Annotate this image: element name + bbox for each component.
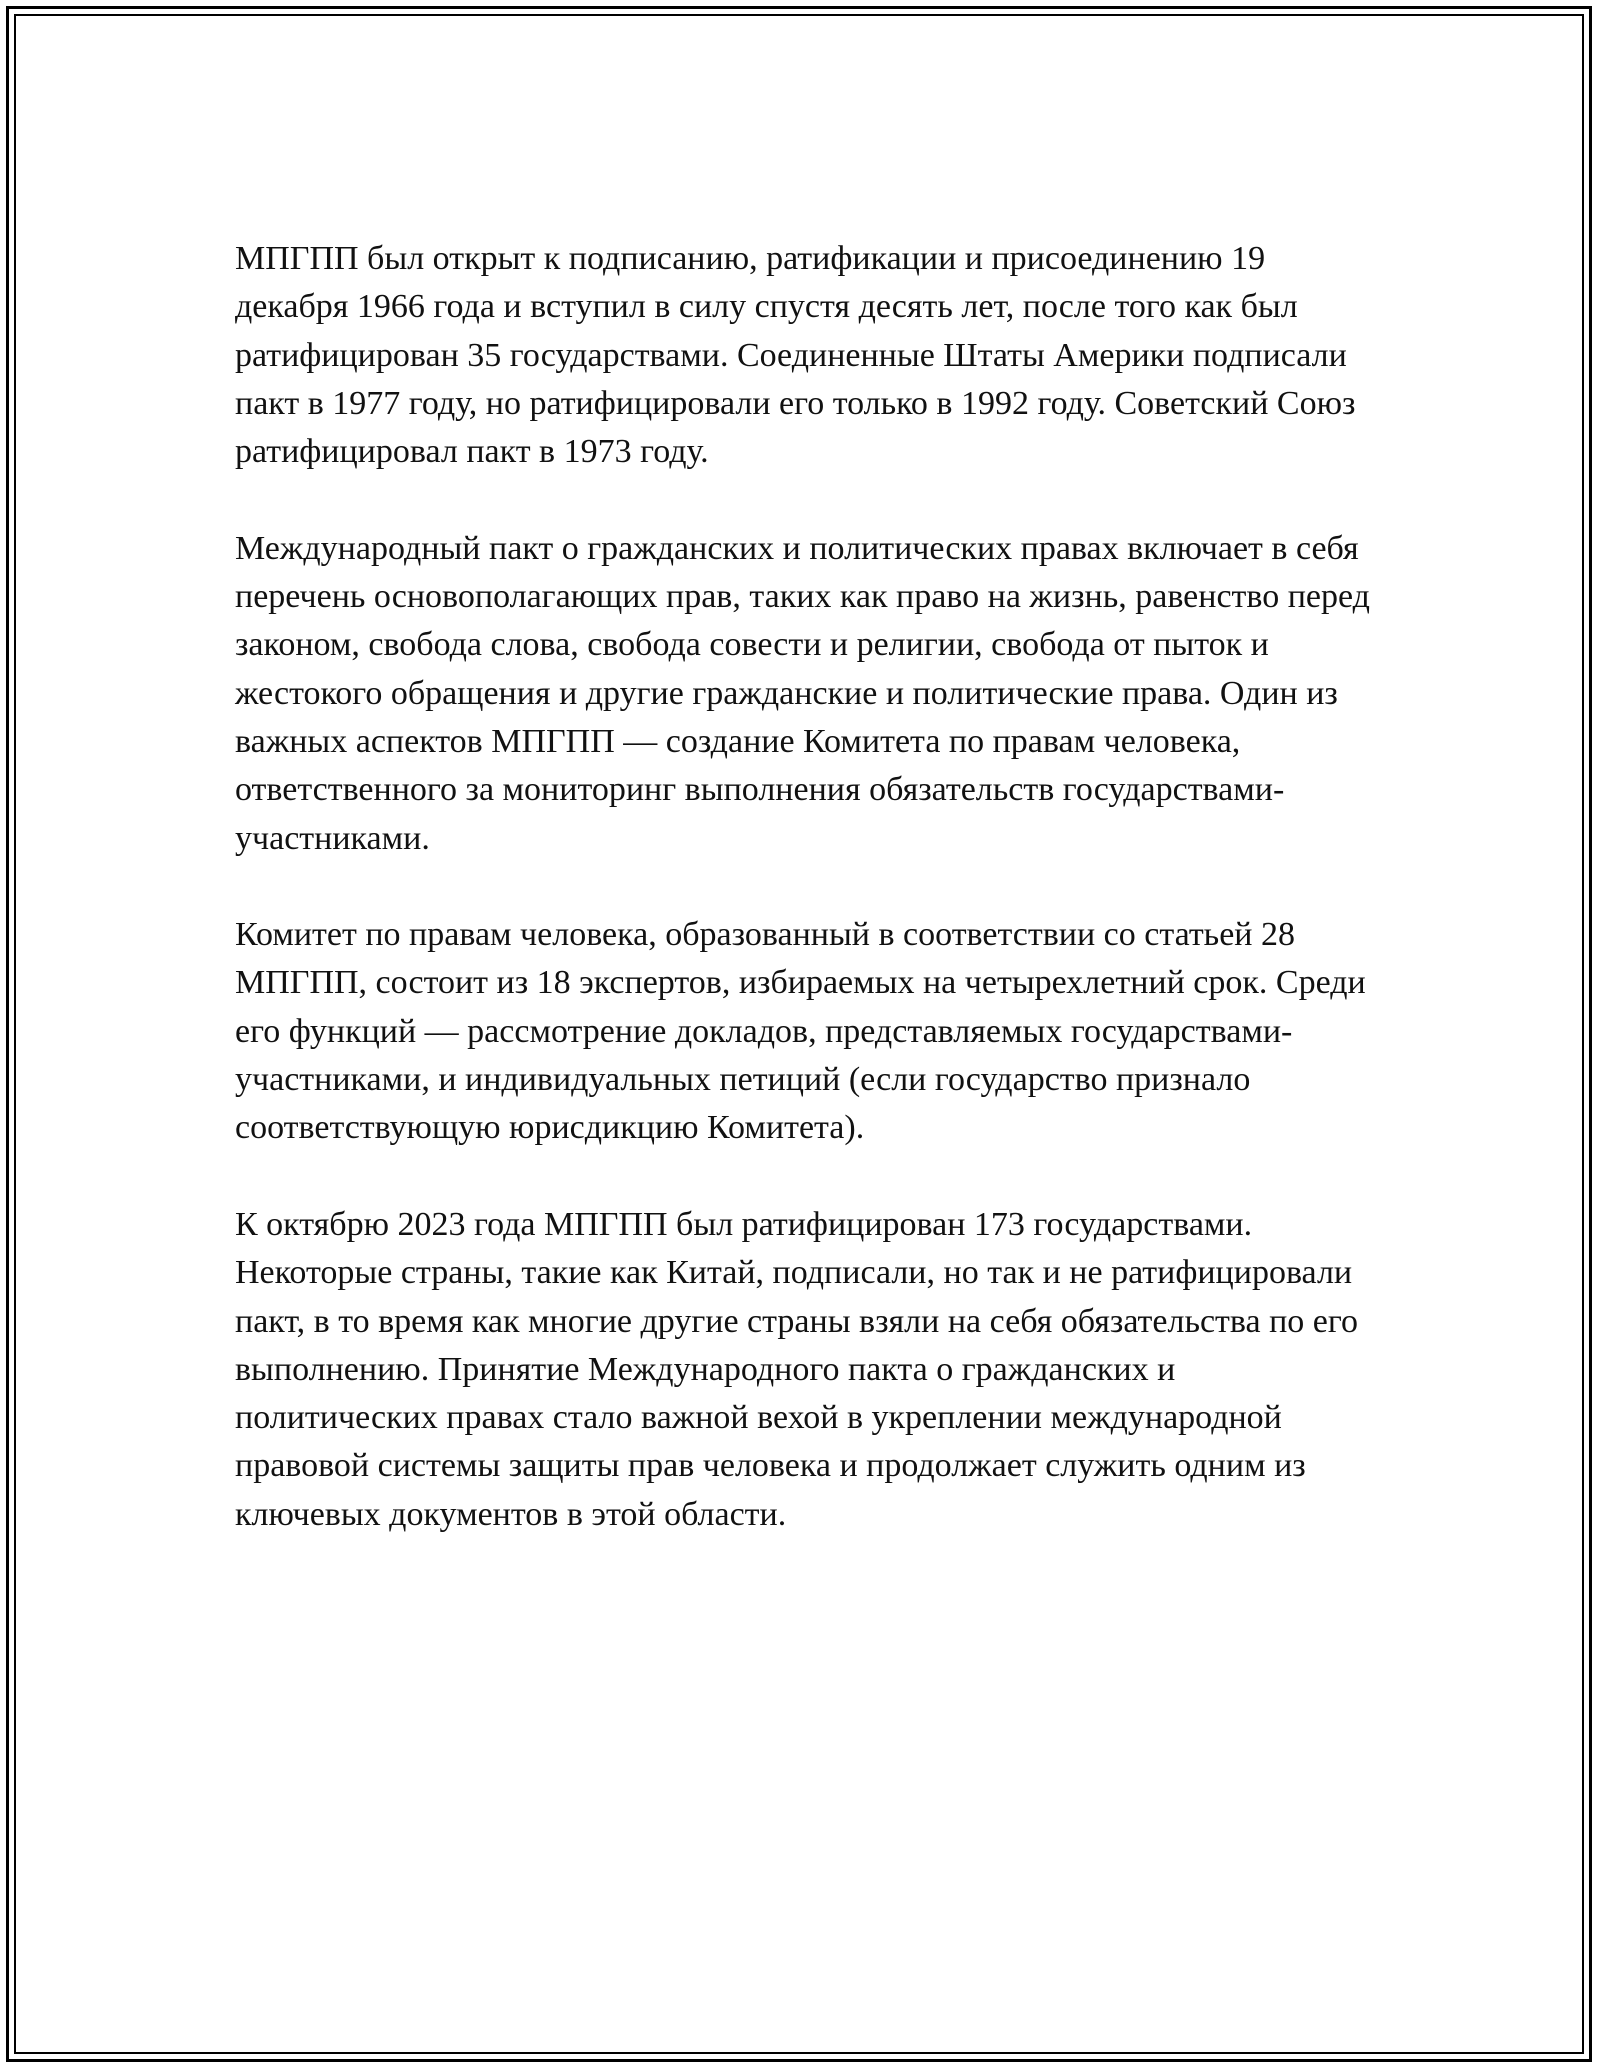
paragraph-current-status: К октябрю 2023 года МПГПП был ратифицирован 173 государствами. Некоторые страны, такие как Китай, подписали, но так и не ратифицировали пакт, в то время как многие другие страны взяли на себя обязательства по его выполнению. Принятие Международного пакта о гражданских и политических правах стало важной вехой в укреплении международной правовой системы защиты прав человека и продолжает служить одним из ключевых документов в этой области.	[235, 1205, 1358, 1533]
document-body	[235, 235, 1385, 1587]
paragraph-human-rights-committee: Комитет по правам человека, образованный в соответствии со статьей 28 МПГПП, состоит из 18 экспертов, избираемых на четырехлетний срок. Среди его функций — рассмотрение докладов, представляемых государствами-участниками, и индивидуальных петиций (если государство признало соответствующую юрисдикцию Комитета).	[235, 916, 1366, 1147]
paragraph-rights-list: Международный пакт о гражданских и политических правах включает в себя перечень основополагающих прав, таких как право на жизнь, равенство перед законом, свобода слова, свобода совести и религии, свобода от пыток и жестокого обращения и другие гражданские и политические права. Один из важных аспектов МПГПП — создание Комитета по правам человека, ответственного за мониторинг выполнения обязательств государствами-участниками.	[235, 529, 1370, 857]
paragraph-ratification-history: МПГПП был открыт к подписанию, ратификации и присоединению 19 декабря 1966 года и вступил в силу спустя десять лет, после того как был ратифицирован 35 государствами. Соединенные Штаты Америки подписали пакт в 1977 году, но ратифицировали его только в 1992 году. Советский Союз ратифицировал пакт в 1973 году.	[235, 240, 1356, 471]
